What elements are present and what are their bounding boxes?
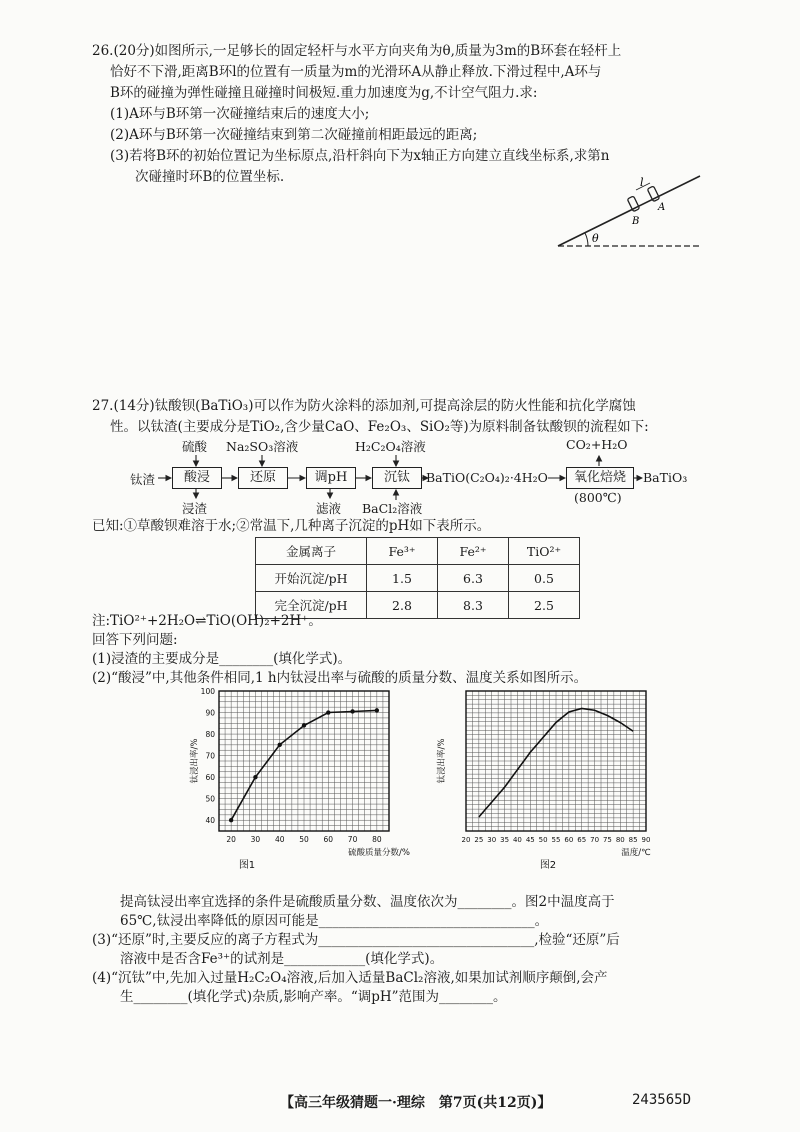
table-header-row [256,538,580,565]
data-point [278,743,282,747]
flow-na2so3: Na₂SO₃溶液 [226,439,299,454]
x-tick-label: 40 [274,835,285,844]
q27-note: 注:TiO²⁺+2H₂O⇌TiO(OH)₂+2H⁺。 [92,613,322,629]
table-header-cell: Fe³⁺ [367,538,438,565]
data-point [350,709,354,713]
ring-b-label: B [632,216,640,227]
y-tick-label: 100 [200,687,215,696]
x-tick-label: 60 [323,835,334,844]
x-tick-label: 80 [615,836,625,844]
y-tick-label: 70 [205,751,215,761]
q26-line-2: 恰好不下滑,距离B环l的位置有一质量为m的光滑环A从静止释放.下滑过程中,A环与 [110,64,602,80]
y-axis-label: 钛浸出率/% [190,738,200,784]
q27-answer-intro: 回答下列问题: [92,632,178,648]
x-tick-label: 20 [226,835,236,844]
chart-2 [430,685,660,885]
q26-line-3: B环的碰撞为弹性碰撞且碰撞时间极短.重力加速度为g,不计空气阻力.求: [110,85,538,101]
q26-sub-1: (1)A环与B环第一次碰撞结束后的速度大小; [110,106,370,122]
q26-sub-3a: (3)若将B环的初始位置记为坐标原点,沿杆斜向下为x轴正方向建立直线坐标系,求第n [110,148,610,164]
x-tick-label: 45 [525,836,535,844]
x-tick-label: 40 [512,836,522,844]
flow-bacl2: BaCl₂溶液 [362,501,423,516]
x-tick-label: 55 [551,836,561,844]
x-tick-label: 60 [564,836,574,844]
table-header-cell: Fe²⁺ [438,538,509,565]
flow-h2c2o4: H₂C₂O₄溶液 [355,439,426,454]
q27-part-2-line-1: 提高钛浸出率宜选择的条件是硫酸质量分数、温度依次为________。图2中温度高于 [120,894,615,910]
chart-1 [185,685,410,885]
x-tick-label: 70 [590,836,600,844]
table-cell: 完全沉淀/pH [256,592,367,619]
y-tick-label: 60 [205,773,215,783]
paper-code: 243565D [632,1092,692,1108]
x-tick-label: 75 [602,836,612,844]
angle-arc [585,233,588,246]
x-tick-label: 85 [628,836,638,844]
y-tick-label: 90 [205,708,215,718]
page-footer: 【高三年级猜题一·理综 第7页(共12页)】 [280,1095,552,1111]
table-cell: 6.3 [438,565,509,592]
y-axis-label: 钛浸出率/% [437,738,447,784]
x-tick-label: 80 [372,835,382,844]
x-tick-label: 70 [347,835,358,844]
q27-part-4-line-2: 生________(填化学式)杂质,影响产率。“调pH”范围为________。 [120,989,507,1005]
flow-acid-reagent: 硫酸 [182,439,208,454]
table-header-cell: TiO²⁺ [509,538,580,565]
q27-part-1: (1)浸渣的主要成分是________(填化学式)。 [92,651,352,667]
step-oxidative-roast [566,467,634,489]
q26-sub-3b: 次碰撞时环B的位置坐标. [135,169,285,185]
q27-known: 已知:①草酸钡难溶于水;②常温下,几种离子沉淀的pH如下表所示。 [92,518,491,534]
table-cell: 2.8 [367,592,438,619]
data-point [253,775,257,779]
x-tick-label: 90 [641,836,651,844]
x-tick-label: 50 [299,835,309,844]
q27-line-2: 性。以钛渣(主要成分是TiO₂,含少量CaO、Fe₂O₃、SiO₂等)为原料制备钛酸钡的流程如下: [110,419,649,435]
y-tick-label: 80 [205,730,215,740]
flow-filtrate: 滤液 [316,501,342,516]
flow-acid-residue: 浸渣 [182,501,208,516]
table-cell: 8.3 [438,592,509,619]
table-cell: 开始沉淀/pH [256,565,367,592]
x-tick-label: 20 [461,836,471,844]
step-adjust-ph-label: 调pH [314,470,348,485]
flow-intermediate: BaTiO(C₂O₄)₂·4H₂O [426,470,548,485]
flow-gas-out: CO₂+H₂O [566,437,628,452]
light-rod [558,176,700,246]
y-tick-label: 40 [205,816,215,826]
flow-temperature: (800℃) [574,490,622,505]
q27-part-2: (2)“酸浸”中,其他条件相同,1 h内钛浸出率与硫酸的质量分数、温度关系如图所示。 [92,670,588,686]
distance-label: l [640,176,644,189]
q27-part-3-line-2: 溶液中是否含Fe³⁺的试剂是____________(填化学式)。 [120,951,444,967]
data-point [302,723,306,727]
chart-title: 图1 [238,860,256,871]
data-point [326,710,330,714]
x-tick-label: 35 [500,836,510,844]
step-oxidative-roast-label: 氧化焙烧 [573,470,626,485]
q27-part-2-line-2: 65℃,钛浸出率降低的原因可能是________________________________。 [120,913,549,929]
q27-heading: 27.(14分)钛酸钡(BaTiO₃)可以作为防火涂料的添加剂,可提高涂层的防火性能和抗化学腐蚀 [92,398,636,414]
table-cell: 2.5 [509,592,580,619]
x-tick-label: 30 [487,836,497,844]
step-precipitate-ti-label: 沉钛 [383,470,410,485]
x-axis-label: 温度/℃ [621,848,651,858]
table-cell: 1.5 [367,565,438,592]
step-adjust-ph [306,467,356,489]
x-axis-label: 硫酸质量分数/% [348,848,410,858]
step-reduce [238,467,288,489]
q26-sub-2: (2)A环与B环第一次碰撞结束到第二次碰撞前相距最远的距离; [110,127,478,143]
x-tick-label: 30 [250,835,261,844]
ring-a-label: A [658,202,666,213]
y-tick-label: 50 [205,794,215,804]
theta-label: θ [592,232,599,245]
incline-rod-figure [550,168,710,253]
step-acid-leach [172,467,222,489]
chart-title: 图2 [539,860,557,871]
table-cell: 0.5 [509,565,580,592]
ion-precipitation-table [255,537,580,619]
data-point [229,818,233,822]
x-tick-label: 50 [538,836,548,844]
x-tick-label: 25 [474,836,484,844]
flow-start: 钛渣 [130,472,156,487]
table-row [256,565,580,592]
q26-heading: 26.(20分)如图所示,一足够长的固定轻杆与水平方向夹角为θ,质量为3m的B环套在轻杆上 [92,43,622,59]
step-reduce-label: 还原 [249,470,276,485]
step-precipitate-ti [372,467,422,489]
flow-product: BaTiO₃ [643,470,688,485]
data-point [375,708,379,712]
q27-part-4-line-1: (4)“沉钛”中,先加入过量H₂C₂O₄溶液,后加入适量BaCl₂溶液,如果加试剂顺序颠倒,会产 [92,970,608,986]
step-acid-leach-label: 酸浸 [183,470,210,485]
q27-part-3-line-1: (3)“还原”时,主要反应的离子方程式为________________________________,检验“还原”后 [92,932,620,948]
x-tick-label: 65 [577,836,587,844]
table-header-cell: 金属离子 [256,538,367,565]
